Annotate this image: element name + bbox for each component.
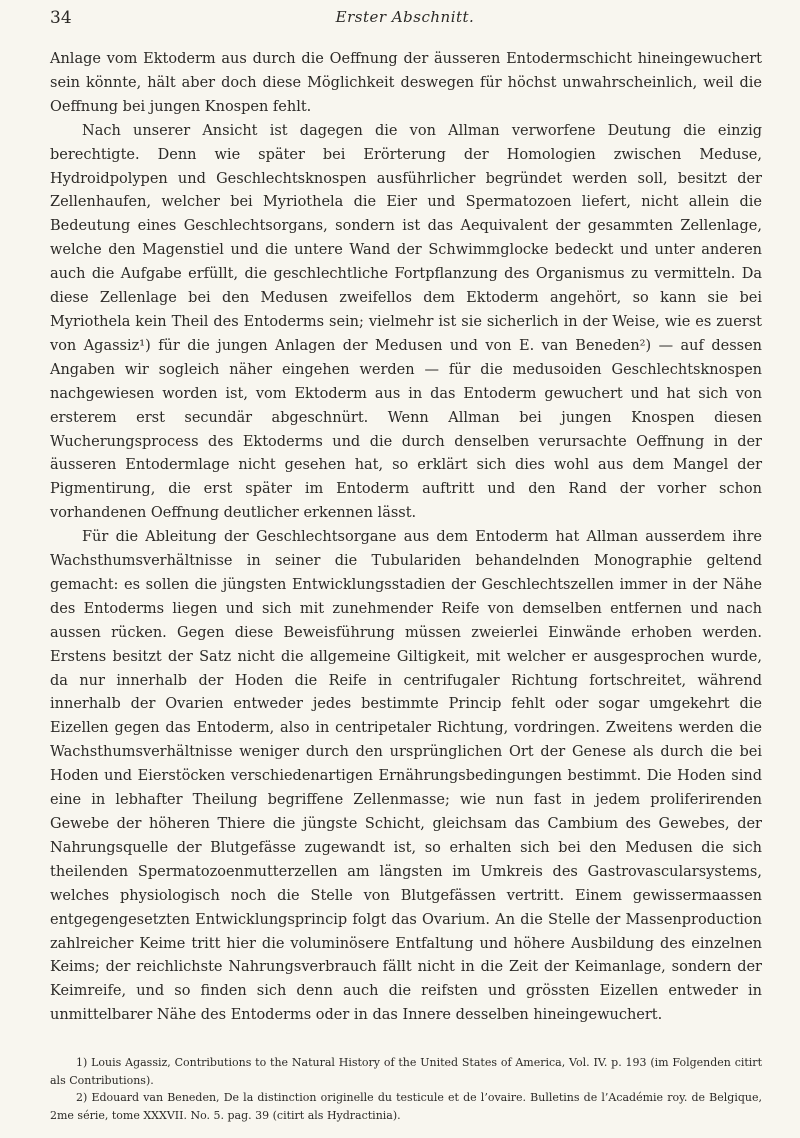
body-text [50,48,762,1028]
footnote: 2) Edouard van Beneden, De la distinction originelle du testicule et de l’ovaire. Bulletins de l’Académie roy. de Belgique, 2me série, tome XXXVII. No. 5. pag. 39 (citirt als Hydractinia). [50,1091,762,1122]
page-number: 34 [50,8,72,28]
paragraph: Für die Ableitung der Geschlechtsorgane aus dem Entoderm hat Allman ausserdem ihre Wachsthumsverhältnisse in seiner die Tubulariden behandelnden Monographie geltend gemacht: es sollen die jüngsten Entwicklungsstadien der Geschlechtszellen immer in der Nähe des Entoderms liegen und sich mit zunehmender Reife von demselben entfernen und nach aussen rücken. Gegen diese Beweisführung müssen zweierlei Einwände erhoben werden. Erstens besitzt der Satz nicht die allgemeine Giltigkeit, mit welcher er ausgesprochen wurde, da nur innerhalb der Hoden die Reife in centrifugaler Richtung fortschreitet, während innerhalb der Ovarien entweder jedes bestimmte Princip fehlt oder sogar umgekehrt die Eizellen gegen das Entoderm, also in centripetaler Richtung, vordringen. Zweitens werden die Wachsthumsverhältnisse weniger durch den ursprünglichen Ort der Genese als durch die bei Hoden und Eierstöcken verschiedenartigen Ernährungsbedingungen bestimmt. Die Hoden sind eine in lebhafter Theilung begriffene Zellenmasse; wie nun fast in jedem proliferirenden Gewebe der höheren Thiere die jüngste Schicht, gleichsam das Cambium des Gewebes, der Nahrungsquelle der Blutgefässe zugewandt ist, so erhalten sich bei den Medusen die sich theilenden Spermatozoenmutterzellen am längsten im Umkreis des Gastrovascularsystems, welches physiologisch noch die Stelle von Blutgefässen vertritt. Einem gewissermaassen entgegengesetzten Entwicklungsprincip folgt das Ovarium. An die Stelle der Massenproduction zahlreicher Keime tritt hier die voluminösere Entfaltung und höhere Ausbildung des einzelnen Keims; der reichlichste Nahrungsverbrauch fällt nicht in die Zeit der Keimanlage, sondern der Keimreife, und so finden sich denn auch die reifsten und grössten Eizellen entweder in unmittelbarer Nähe des Entoderms oder in das Innere desselben hineingewuchert. [50,529,762,1024]
paragraph: Anlage vom Ektoderm aus durch die Oeffnung der äusseren Entodermschicht hineingewuchert sein könnte, hält aber doch diese Möglichkeit deswegen für höchst unwahrscheinlich, weil die Oeffnung bei jungen Knospen fehlt. [50,51,762,115]
footnotes [50,1054,762,1124]
footnote: 1) Louis Agassiz, Contributions to the Natural History of the United States of America, Vol. IV. p. 193 (im Folgenden citirt als Contributions). [50,1056,762,1087]
page-header [50,4,760,32]
running-head: Erster Abschnitt. [335,8,475,26]
paragraph: Nach unserer Ansicht ist dagegen die von Allman verworfene Deutung die einzig berechtigte. Denn wie später bei Erörterung der Homologien zwischen Meduse, Hydroidpolypen und Geschlechtsknospen ausführlicher begründet werden soll, besitzt der Zellenhaufen, welcher bei Myriothela die Eier und Spermatozoen liefert, nicht allein die Bedeutung eines Geschlechtsorgans, sondern ist das Aequivalent der gesammten Zellenlage, welche den Magenstiel und die untere Wand der Schwimmglocke bedeckt und unter anderen auch die Aufgabe erfüllt, die geschlechtliche Fortpflanzung des Organismus zu vermitteln. Da diese Zellenlage bei den Medusen zweifellos dem Ektoderm angehört, so kann sie bei Myriothela kein Theil des Entoderms sein; vielmehr ist sie sicherlich in der Weise, wie es zuerst von Agassiz¹) für die jungen Anlagen der Medusen und von E. van Beneden²) — auf dessen Angaben wir sogleich näher eingehen werden — für die medusoiden Geschlechtsknospen nachgewiesen worden ist, vom Ektoderm aus in das Entoderm gewuchert und hat sich von ersterem erst secundär abgeschnürt. Wenn Allman bei jungen Knospen diesen Wucherungsprocess des Ektoderms und die durch denselben verursachte Oeffnung in der äusseren Entodermlage nicht gesehen hat, so erklärt sich dies wohl aus dem Mangel der Pigmentirung, die erst später im Entoderm auftritt und den Rand der vorher schon vorhandenen Oeffnung deutlicher erkennen lässt. [50,122,762,522]
